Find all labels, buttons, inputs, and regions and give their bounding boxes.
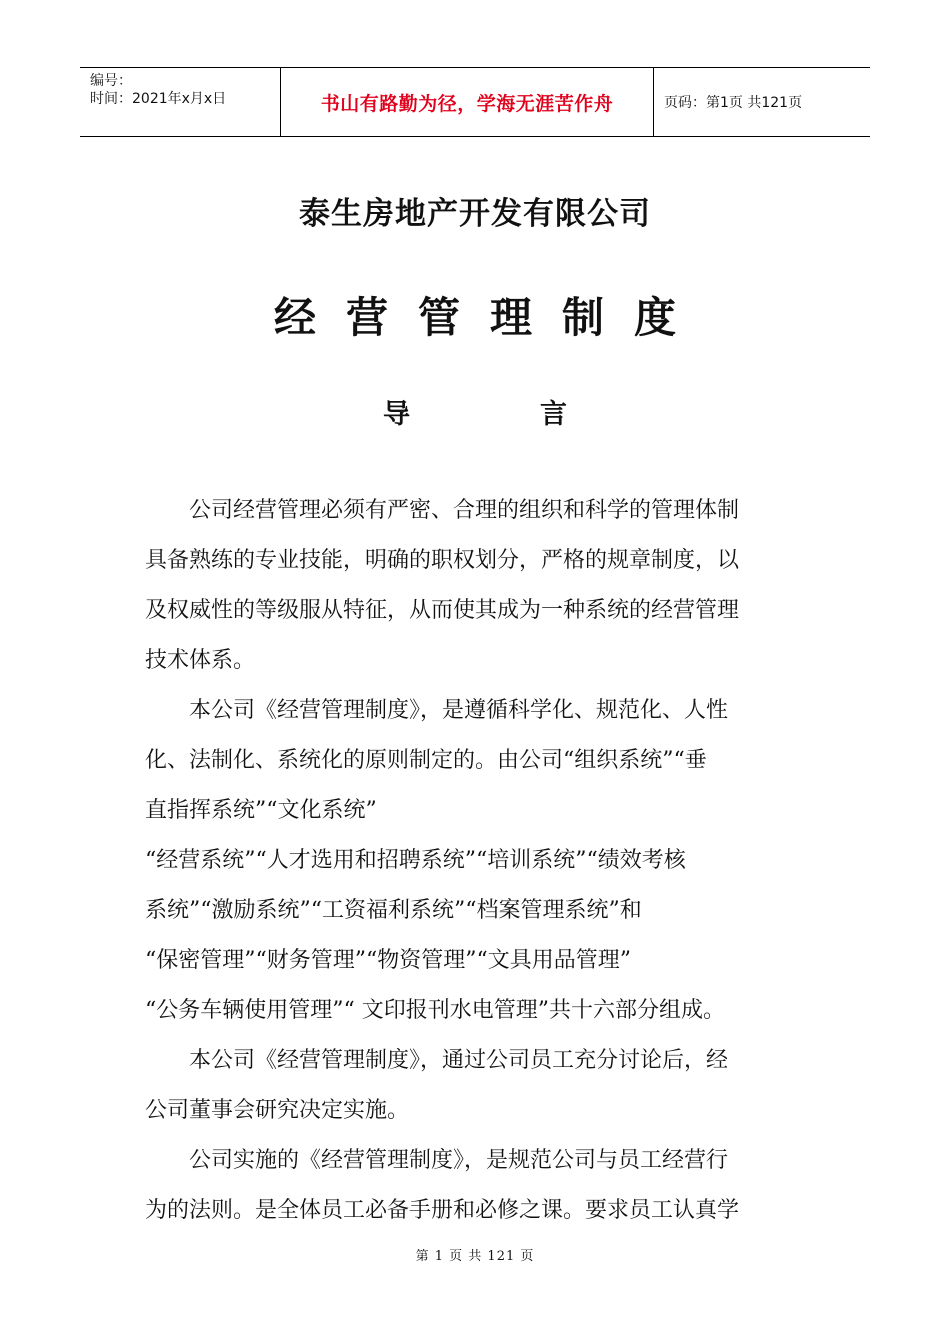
header-page-info bbox=[654, 68, 870, 136]
header-table bbox=[80, 67, 870, 137]
date-label: 时间：2021年x月x日 bbox=[90, 91, 227, 107]
body-line: 化、法制化、系统化的原则制定的。由公司“组织系统”“垂 bbox=[145, 748, 707, 773]
body-line: 技术体系。 bbox=[145, 648, 256, 673]
body-line: 系统”“激励系统”“工资福利系统”“档案管理系统”和 bbox=[145, 898, 642, 923]
section-heading-char-2: 言 bbox=[540, 399, 567, 430]
section-heading-char-1: 导 bbox=[383, 399, 410, 430]
document-title: 经营管理制度 bbox=[273, 293, 706, 342]
body-line: “保密管理”“财务管理”“物资管理”“文具用品管理” bbox=[145, 948, 631, 973]
body-line: 及权威性的等级服从特征，从而使其成为一种系统的经营管理 bbox=[145, 598, 740, 623]
motto-text: 书山有路勤为径，学海无涯苦作舟 bbox=[320, 92, 614, 115]
body-text bbox=[145, 486, 825, 1236]
page-footer: 第 1 页 共 121 页 bbox=[415, 1249, 535, 1264]
header-meta bbox=[80, 68, 280, 136]
body-line: 本公司《经营管理制度》，是遵循科学化、规范化、人性 bbox=[145, 698, 729, 723]
body-line: 公司董事会研究决定实施。 bbox=[145, 1098, 410, 1123]
body-line: 本公司《经营管理制度》，通过公司员工充分讨论后，经 bbox=[145, 1048, 729, 1073]
body-line: “经营系统”“人才选用和招聘系统”“培训系统”“绩效考核 bbox=[145, 848, 686, 873]
body-line: “公务车辆使用管理”“ 文印报刊水电管理”共十六部分组成。 bbox=[145, 998, 725, 1023]
body-line: 公司经营管理必须有严密、合理的组织和科学的管理体制 bbox=[145, 498, 740, 523]
body-line: 为的法则。是全体员工必备手册和必修之课。要求员工认真学 bbox=[145, 1198, 740, 1223]
body-line: 公司实施的《经营管理制度》，是规范公司与员工经营行 bbox=[145, 1148, 729, 1173]
header-motto-cell bbox=[280, 68, 654, 136]
number-label: 编号： bbox=[90, 73, 132, 89]
body-line: 具备熟练的专业技能，明确的职权划分，严格的规章制度，以 bbox=[145, 548, 740, 573]
page-info-text: 页码：第1页 共121页 bbox=[664, 95, 803, 111]
body-line: 直指挥系统”“文化系统” bbox=[145, 798, 377, 823]
company-name: 泰生房地产开发有限公司 bbox=[299, 196, 651, 232]
section-heading bbox=[0, 392, 950, 431]
